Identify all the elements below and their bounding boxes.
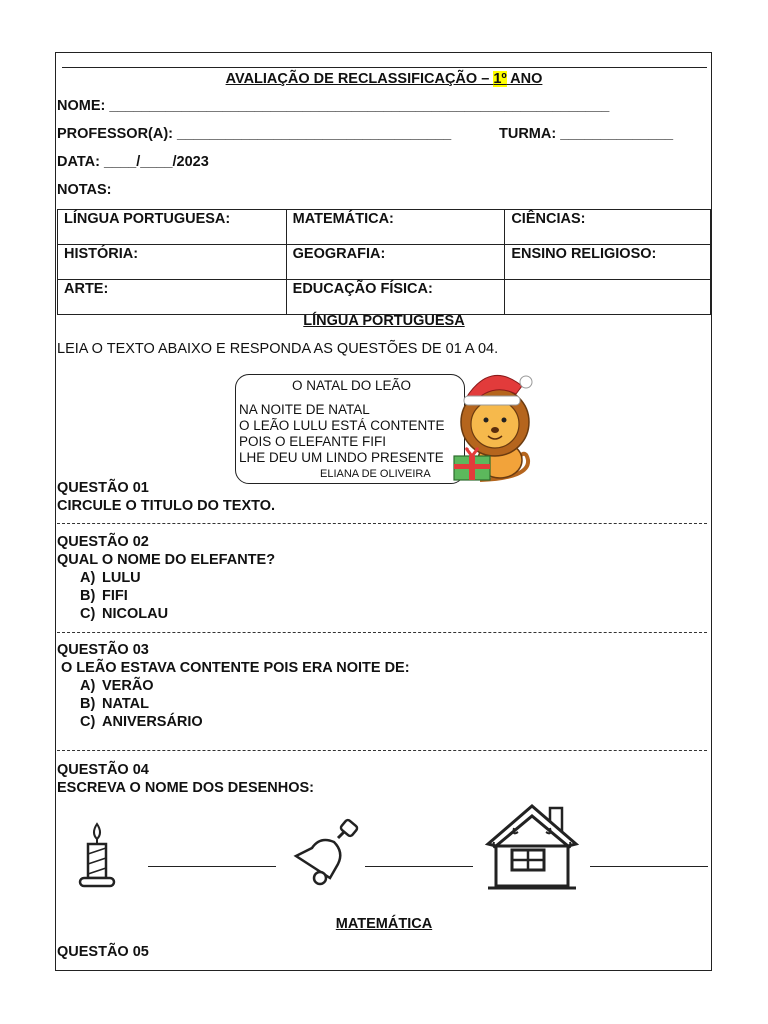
section-title-matematica: MATEMÁTICA (335, 916, 433, 932)
table-row (58, 210, 711, 245)
grades-table (57, 209, 711, 315)
table-row (58, 245, 711, 280)
question-03-option-a: A) VERÃO (80, 678, 154, 694)
grade-cell: EDUCAÇÃO FÍSICA: (286, 280, 505, 315)
lion-santa-icon (450, 360, 540, 485)
question-02-option-a: A) LULU (80, 570, 141, 586)
grade-cell: ENSINO RELIGIOSO: (505, 245, 711, 280)
question-02-option-c: C) NICOLAU (80, 606, 169, 622)
story-line: LHE DEU UM LINDO PRESENTE (239, 450, 444, 465)
question-02-option-b: B) FIFI (80, 588, 128, 604)
question-04-text: ESCREVA O NOME DOS DESENHOS: (57, 780, 315, 796)
story-line: O LEÃO LULU ESTÁ CONTENTE (239, 418, 445, 433)
story-box (235, 374, 465, 484)
answer-line (590, 866, 708, 867)
grade-cell: CIÊNCIAS: (505, 210, 711, 245)
dashed-divider (57, 523, 707, 524)
date-field: DATA: ____/____/2023 (57, 154, 209, 170)
teacher-field: PROFESSOR(A): __________________________________ (57, 126, 452, 142)
answer-line (365, 866, 473, 867)
question-02-text: QUAL O NOME DO ELEFANTE? (57, 552, 276, 568)
dashed-divider (57, 750, 707, 751)
story-title: O NATAL DO LEÃO (292, 378, 412, 393)
grades-label: NOTAS: (57, 182, 112, 198)
question-03-text: O LEÃO ESTAVA CONTENTE POIS ERA NOITE DE: (61, 660, 410, 676)
question-01-label: QUESTÃO 01 (57, 480, 149, 496)
grade-cell: HISTÓRIA: (58, 245, 287, 280)
table-row (58, 280, 711, 315)
header-rule (62, 67, 707, 68)
question-03-option-c: C) ANIVERSÁRIO (80, 714, 203, 730)
story-line: POIS O ELEFANTE FIFI (239, 434, 387, 449)
question-03-option-b: B) NATAL (80, 696, 149, 712)
candle-icon (74, 820, 120, 892)
grade-cell: LÍNGUA PORTUGUESA: (58, 210, 287, 245)
class-field: TURMA: ______________ (499, 126, 674, 142)
exam-title: AVALIAÇÃO DE RECLASSIFICAÇÃO – 1º ANO (225, 71, 543, 87)
story-author: ELIANA DE OLIVEIRA (320, 468, 431, 480)
question-03-label: QUESTÃO 03 (57, 642, 149, 658)
answer-line (148, 866, 276, 867)
grade-cell: ARTE: (58, 280, 287, 315)
dashed-divider (57, 632, 707, 633)
story-line: NA NOITE DE NATAL (239, 402, 370, 417)
grade-cell: MATEMÁTICA: (286, 210, 505, 245)
instruction-text: LEIA O TEXTO ABAIXO E RESPONDA AS QUESTÕES DE 01 A 04. (57, 341, 499, 357)
question-01-text: CIRCULE O TITULO DO TEXTO. (57, 498, 276, 514)
name-field: NOME: ______________________________________________________________ (57, 98, 610, 114)
question-05-label: QUESTÃO 05 (57, 944, 149, 960)
grade-cell: GEOGRAFIA: (286, 245, 505, 280)
bell-icon (290, 818, 366, 890)
snowy-house-icon (484, 800, 580, 892)
question-02-label: QUESTÃO 02 (57, 534, 149, 550)
grade-cell (505, 280, 711, 315)
question-04-label: QUESTÃO 04 (57, 762, 149, 778)
section-title-portugues: LÍNGUA PORTUGUESA (303, 313, 465, 329)
